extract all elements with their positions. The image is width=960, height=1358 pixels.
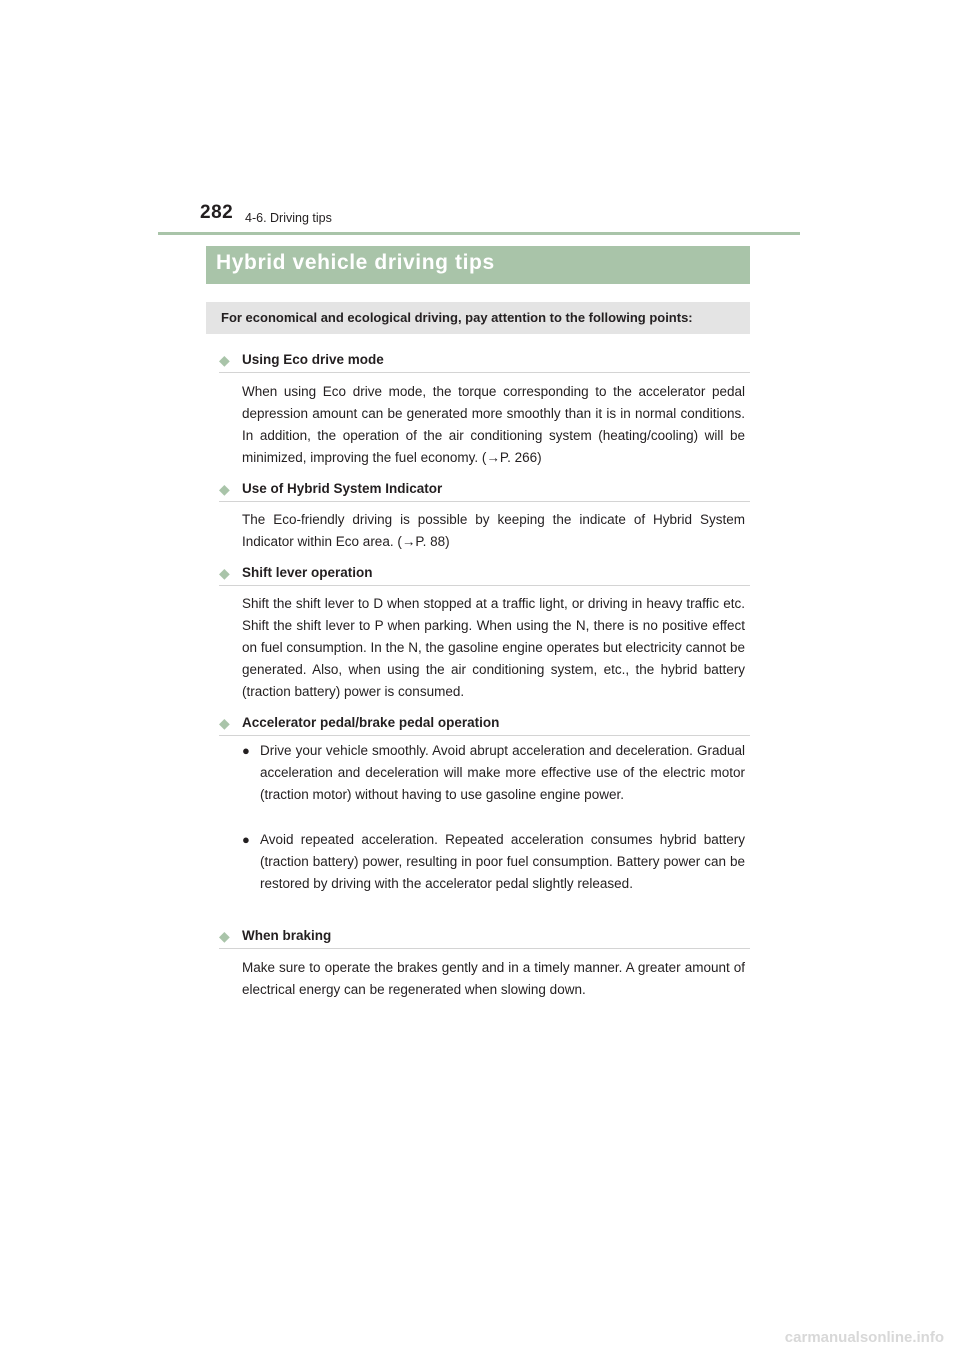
paragraph: Shift the shift lever to D when stopped at a traffic light, or driving in heavy traffic etc. Shift the shift lever to P when parking. When using the N, there is no positive effect on fuel consumption. In the N, the gasoline engine operates but electricity cannot be generated. Also, when using the air conditioning system, etc., the hybrid battery (traction battery) power is consumed.: [242, 596, 745, 699]
intro-band: [206, 302, 750, 334]
section-label: 4-6. Driving tips: [245, 211, 332, 225]
subsection-heading: [219, 479, 750, 502]
diamond-icon: ◆: [219, 928, 230, 944]
paragraph: The Eco-friendly driving is possible by keeping the indicate of Hybrid System Indicator within Eco area. (→P. 88): [242, 512, 745, 549]
bullet-icon: ●: [242, 743, 250, 758]
subsection-title: Accelerator pedal/brake pedal operation: [242, 715, 500, 730]
paragraph: When using Eco drive mode, the torque corresponding to the accelerator pedal depression amount can be generated more smoothly than it is in normal conditions. In addition, the operation of the air conditioning system (heating/cooling) will be minimized, improving the fuel economy. (→P. 266): [242, 384, 745, 465]
diamond-icon: ◆: [219, 565, 230, 581]
paragraph: Make sure to operate the brakes gently and in a timely manner. A greater amount of electrical energy can be regenerated when slowing down.: [242, 960, 745, 997]
subsection-heading: [219, 350, 750, 373]
bullet-icon: ●: [242, 832, 250, 847]
intro-text: For economical and ecological driving, pay attention to the following points:: [221, 310, 693, 325]
diamond-icon: ◆: [219, 481, 230, 497]
subsection-heading: [219, 926, 750, 949]
title-band: [206, 246, 750, 284]
header-rule: [158, 232, 800, 235]
bullet-text: Avoid repeated acceleration. Repeated acceleration consumes hybrid battery (traction battery) power, resulting in poor fuel consumption. Battery power can be restored by driving with the accelerator pedal slightly released.: [260, 832, 745, 891]
diamond-icon: ◆: [219, 715, 230, 731]
svg-text:carmanualsonline.info: carmanualsonline.info: [784, 1329, 944, 1346]
subsection-title: Use of Hybrid System Indicator: [242, 481, 443, 496]
page-title: Hybrid vehicle driving tips: [216, 251, 495, 274]
subsection-heading: [219, 563, 750, 586]
page-number: 282: [200, 202, 234, 223]
bullet-text: Drive your vehicle smoothly. Avoid abrupt acceleration and deceleration. Gradual acceleration and deceleration will make more effective use of the electric motor (traction motor) without having to use gasoline engine power.: [260, 743, 745, 802]
subsection-title: When braking: [242, 928, 332, 943]
watermark-logo: [766, 1318, 946, 1350]
subsection-heading: [219, 713, 750, 736]
subsection-title: Using Eco drive mode: [242, 352, 384, 367]
diamond-icon: ◆: [219, 352, 230, 368]
subsection-title: Shift lever operation: [242, 565, 373, 580]
